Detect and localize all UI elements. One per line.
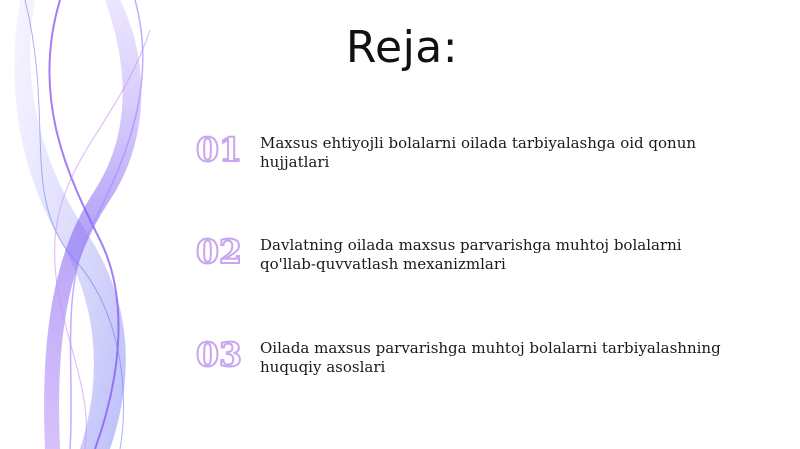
- slide-title: [0, 22, 800, 73]
- agenda-item-text: Davlatning oilada maxsus parvarishga muhtoj bolalarni qo'llab-quvvatlash mexanizmlari: [260, 236, 682, 273]
- agenda-item-number: 02: [196, 232, 242, 271]
- agenda-item-text: Maxsus ehtiyojli bolalarni oilada tarbiyalashga oid qonun hujjatlari: [260, 134, 697, 171]
- slide-title-text: Reja:: [345, 22, 459, 73]
- agenda-item: [196, 232, 756, 296]
- agenda-item: [196, 335, 756, 399]
- agenda-item-text: Oilada maxsus parvarishga muhtoj bolalarni tarbiyalashning huquqiy asoslari: [260, 339, 721, 376]
- agenda-item-number: 01: [196, 130, 242, 169]
- agenda-item-number: 03: [196, 335, 242, 374]
- agenda-item: [196, 130, 756, 194]
